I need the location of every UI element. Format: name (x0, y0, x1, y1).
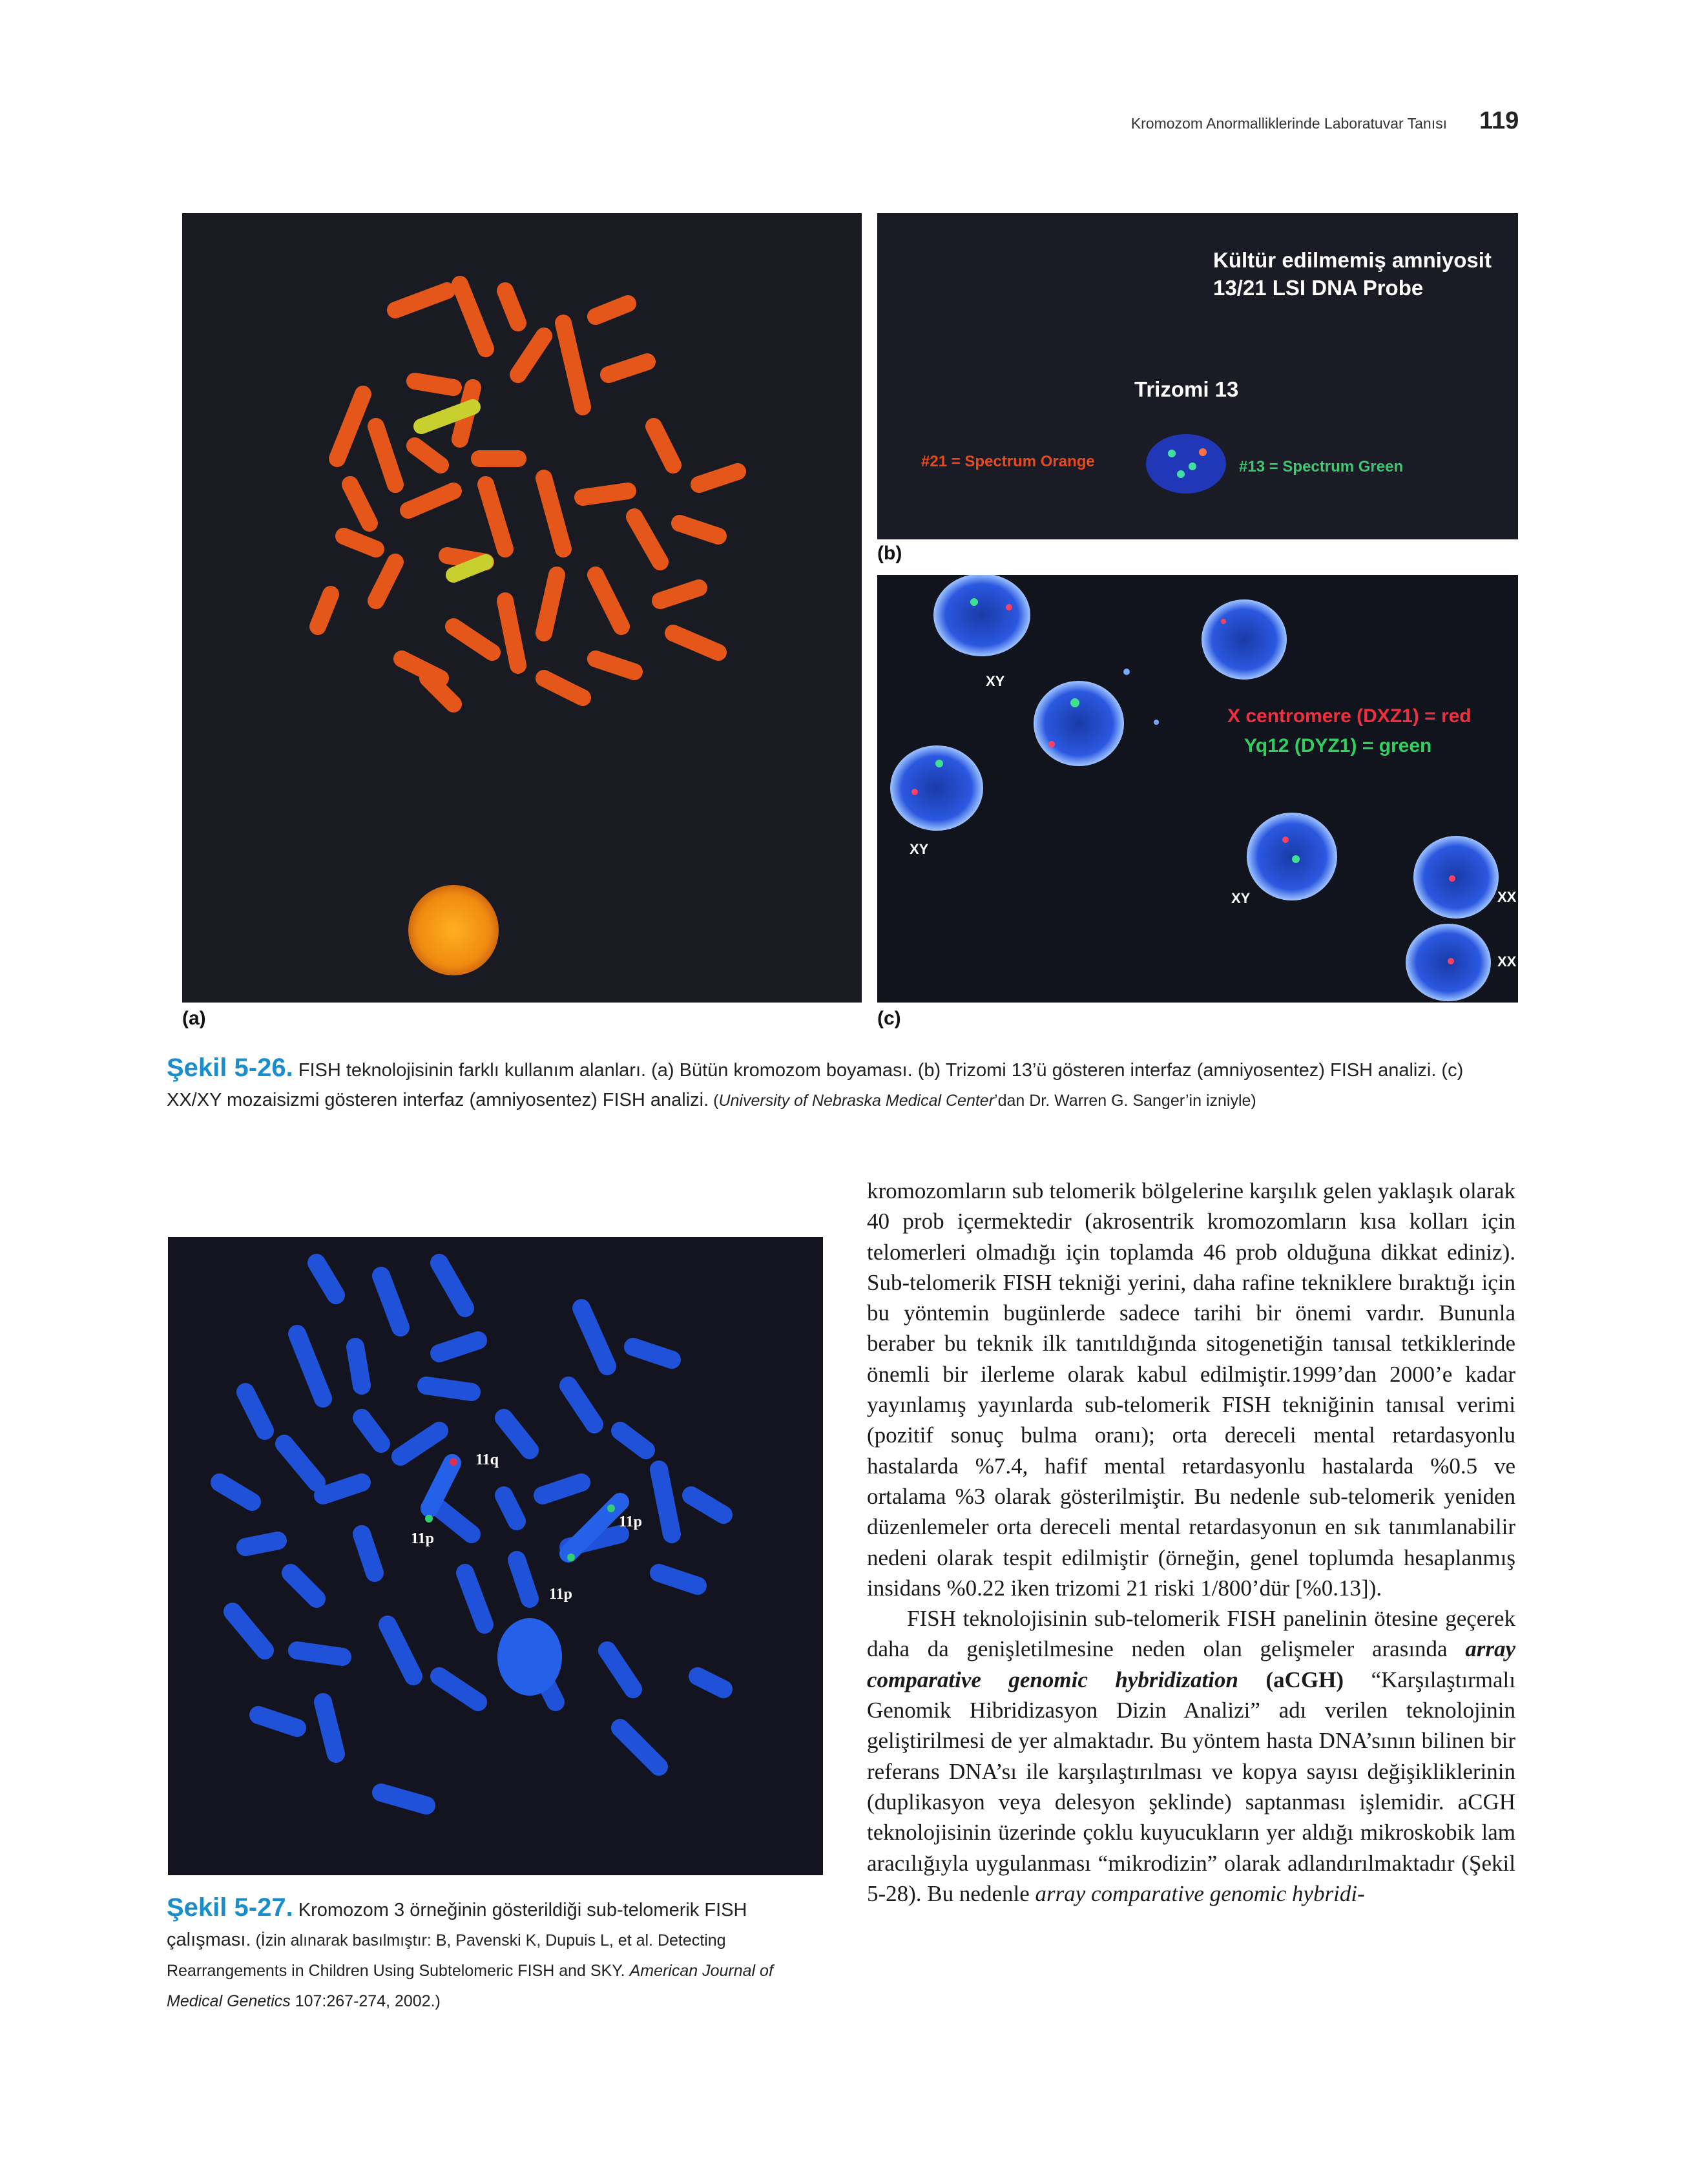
figure-26c-image (877, 575, 1518, 1003)
figure-27-credit-citation: 107:267-274, 2002.) (290, 1992, 441, 2010)
panel-b-trisomy-label: Trizomi 13 (1134, 377, 1239, 401)
body-text-column (867, 1176, 1515, 1909)
panel-label-c: (c) (877, 1008, 901, 1029)
figure-26-credit-rest: ’dan Dr. Warren G. Sanger’in izniyle) (994, 1092, 1256, 1110)
panel-c-probe-red: X centromere (DXZ1) = red (1227, 705, 1472, 727)
panel-b-probe-green: #13 = Spectrum Green (1239, 458, 1404, 475)
figure-26a-image (182, 213, 862, 1003)
figure-27-credit-journal: American Journal of Medical Genetics (167, 1962, 773, 2010)
body-paragraph-2-text: “Karşılaştırmalı Genomik Hibridizasyon Dizin Analizi” adı verilen teknolojinin geliştirilmesi de yer almaktadır. Bu yöntem hasta DNA’sının bilinen bir referans DNA’sı ile karşılaştırılması ve kopya sayısı değişikliklerinin (duplikasyon veya delesyon şeklinde) saptanması işlemidir. aCGH teknolojisinin üzerinde çoklu kuyucukların yer aldığı mikroskobik lam aracılığıyla uygulanması “mikrodizin” olarak adlandırılmaktadır (Şekil 5-28). Bu nedenle (867, 1667, 1515, 1906)
figure-26-number: Şekil 5-26. (167, 1054, 293, 1082)
figure-26b-image (877, 213, 1518, 539)
label-11p: 11p (411, 1530, 435, 1547)
figure-27-caption (167, 1893, 820, 2016)
body-paragraph-2-lead: FISH teknolojisinin sub-telomerik FISH panelinin ötesine geçerek daha da genişletilmesine neden olan gelişmeler arasında (867, 1606, 1515, 1662)
figure-27-credit: (İzin alınarak basılmıştır: B, Pavenski K, Dupuis L, et al. Detecting Rearrangements in Children Using Subtelomeric FISH and SKY. (167, 1931, 726, 1980)
cell-label: XY (986, 673, 1005, 689)
label-11q: 11q (475, 1451, 499, 1468)
panel-b-title-line1: Kültür edilmemiş amniyosit (1213, 248, 1492, 272)
cell-label: XX (1497, 889, 1517, 905)
running-title: Kromozom Anormalliklerinde Laboratuvar Tanısı (1130, 115, 1447, 132)
figure-26-credit-open: ( (709, 1092, 719, 1110)
panel-c-probe-green: Yq12 (DYZ1) = green (1244, 735, 1432, 756)
body-paragraph-1: kromozomların sub telomerik bölgelerine karşılık gelen yaklaşık olarak 40 prob içermektedir (akrosentrik kromozomların kısa kolları için telomerleri olmadığı için toplamda 46 prob olduğuna dikkat ediniz). Sub-telomerik FISH tekniği yerini, daha rafine tekniklere bıraktığı için bu yöntemin bugünlerde sadece tarihi bir önemi vardır. Bununla beraber bu teknik ilk tanıtıldığında sitogenetiğin tanısal tetkiklerinde önemli bir ilerleme olarak kabul edilmiştir.1999’dan 2000’e kadar yayınlamış yayınlarda sub-telomerik FISH tekniğinin tanısal verimi (pozitif sonuç bulma oranı); orta dereceli mental retardasyonlu hastalarda %7.4, hafif mental retardasyonlu hastalarda %0.5 ve ortalama %3 olarak gösterilmiştir. Bu nedenle sub-telomerik yeniden düzenlemeler orta dereceli mental retardasyonun en sık tanımlanabilir nedeni olarak tespit edilmiştir (örneğin, genel toplumda hesaplanmış insidans %0.22 iken trizomi 21 riski 1/800’dür [%0.13]). (867, 1178, 1515, 1601)
panel-b-title-line2: 13/21 LSI DNA Probe (1213, 276, 1424, 300)
term-acgh: array comparative genomic hybridization (867, 1636, 1515, 1692)
page-number: 119 (1479, 107, 1519, 134)
panel-b-probe-orange: #21 = Spectrum Orange (921, 453, 1095, 470)
label-11p: 11p (549, 1586, 573, 1603)
panel-label-a: (a) (182, 1008, 206, 1029)
figure-27-number: Şekil 5-27. (167, 1893, 293, 1922)
cell-label: XY (910, 841, 929, 857)
body-paragraph-2 (867, 1603, 1515, 1909)
figure-26-caption-text: FISH teknolojisinin farklı kullanım alanları. (a) Bütün kromozom boyaması. (b) Trizomi 13’ü gösteren interfaz (amniyosentez) FISH analizi. (c) XX/XY mozaisizmi gösteren interfaz (amniyosentez) FISH analizi. (167, 1060, 1464, 1110)
label-11p: 11p (619, 1513, 643, 1530)
body-paragraph-2-tail: array comparative genomic hybridi- (1035, 1880, 1365, 1906)
term-acgh-abbr: (aCGH) (1238, 1667, 1344, 1692)
figure-26-credit-institution: University of Nebraska Medical Center (718, 1092, 995, 1110)
cell-label: XY (1231, 890, 1251, 906)
panel-label-b: (b) (877, 543, 902, 564)
figure-27-image (168, 1237, 823, 1875)
cell-label: XX (1497, 953, 1517, 970)
figure-27-caption-text: Kromozom 3 örneğinin gösterildiği sub-telomerik FISH çalışması. (167, 1900, 747, 1950)
figure-26-caption (167, 1053, 1517, 1116)
